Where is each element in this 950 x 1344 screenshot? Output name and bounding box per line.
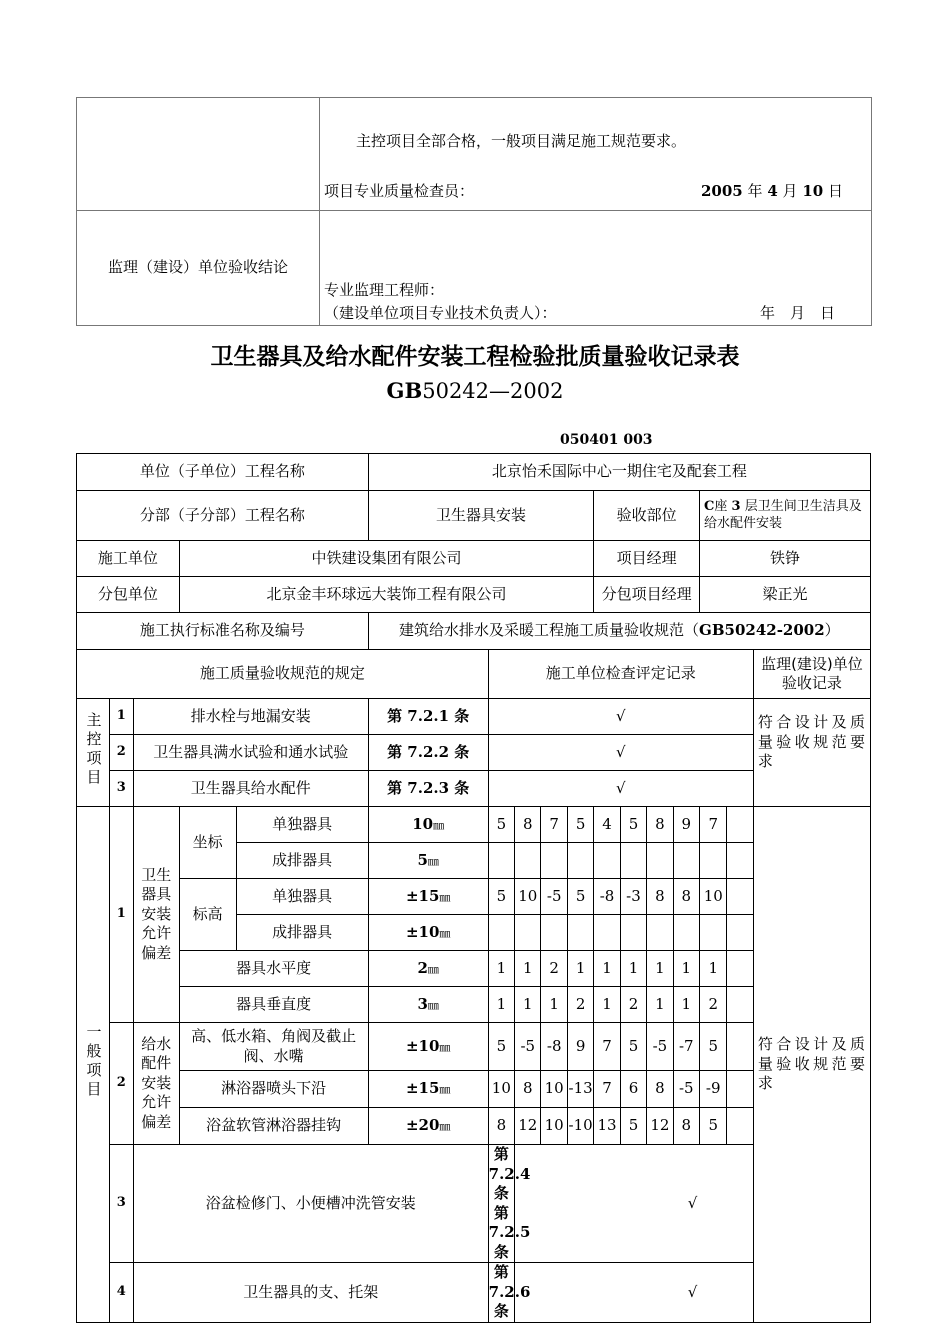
inspection-table bbox=[76, 453, 871, 1323]
measure: 10 bbox=[488, 1071, 514, 1108]
contractor-label: 施工单位 bbox=[77, 541, 180, 577]
item-result: √ bbox=[488, 699, 753, 735]
measure: 2 bbox=[620, 987, 646, 1023]
measure: 10 bbox=[541, 1108, 567, 1145]
measure: -13 bbox=[567, 1071, 593, 1108]
measure bbox=[567, 915, 593, 951]
measure: 10 bbox=[700, 879, 727, 915]
blank-date: 年 月 日 bbox=[759, 304, 835, 322]
measure: 5 bbox=[620, 807, 646, 843]
measure: 13 bbox=[594, 1108, 620, 1145]
measure bbox=[727, 879, 753, 915]
measure: 8 bbox=[488, 1108, 514, 1145]
location-value: C座 3 层卫生间卫生洁具及给水配件安装 bbox=[700, 491, 871, 541]
item-clause: 第 7.2.2 条 bbox=[368, 735, 488, 771]
measure: 2 bbox=[567, 987, 593, 1023]
item-desc: 浴盆检修门、小便槽冲洗管安装 bbox=[133, 1145, 488, 1263]
item-result: √ bbox=[515, 1145, 871, 1263]
contractor-value: 中铁建设集团有限公司 bbox=[179, 541, 594, 577]
tol-value: 2㎜ bbox=[368, 951, 488, 987]
measure: 5 bbox=[488, 807, 514, 843]
measure: 1 bbox=[647, 951, 673, 987]
measure: 1 bbox=[647, 987, 673, 1023]
tol-desc: 单独器具 bbox=[236, 807, 368, 843]
measure: -5 bbox=[673, 1071, 699, 1108]
measure: -8 bbox=[594, 879, 620, 915]
form-title: 卫生器具及给水配件安装工程检验批质量验收记录表 bbox=[210, 344, 740, 370]
group1-no: 1 bbox=[109, 807, 133, 1023]
unit-name-label: 单位（子单位）工程名称 bbox=[77, 454, 369, 491]
measure: 1 bbox=[673, 951, 699, 987]
measure: 9 bbox=[673, 807, 699, 843]
item-no: 4 bbox=[109, 1263, 133, 1323]
measure: 2 bbox=[541, 951, 567, 987]
measure: 7 bbox=[700, 807, 727, 843]
measure bbox=[727, 807, 753, 843]
measure bbox=[727, 1071, 753, 1108]
supervision-header: 监理(建设)单位验收记录 bbox=[753, 650, 870, 699]
measure: -5 bbox=[515, 1023, 541, 1071]
measure: 1 bbox=[594, 987, 620, 1023]
item-clause: 第 7.2.6 条 bbox=[488, 1263, 531, 1320]
sub-pm-label: 分包项目经理 bbox=[594, 577, 700, 613]
item-desc: 排水栓与地漏安装 bbox=[133, 699, 368, 735]
tol-value: ±10㎜ bbox=[368, 915, 488, 951]
conclusion-table bbox=[76, 97, 872, 326]
inspection-date: 2005 年 4 月 10 日 bbox=[700, 182, 843, 200]
measure: 1 bbox=[488, 951, 514, 987]
measure: 5 bbox=[620, 1023, 646, 1071]
tol-desc: 成排器具 bbox=[236, 915, 368, 951]
measure bbox=[727, 915, 753, 951]
tol-value: 5㎜ bbox=[368, 843, 488, 879]
construction-conclusion: 主控项目全部合格，一般项目满足施工规范要求。 bbox=[356, 132, 687, 150]
inspector-label: 项目专业质量检查员： bbox=[324, 182, 475, 200]
measure bbox=[647, 915, 673, 951]
tol-desc: 单独器具 bbox=[236, 879, 368, 915]
item-result: √ bbox=[515, 1263, 871, 1323]
tol-value: 10㎜ bbox=[368, 807, 488, 843]
sub-pm-value: 梁正光 bbox=[700, 577, 871, 613]
construction-conclusion-cell bbox=[320, 98, 872, 211]
measure: 1 bbox=[620, 951, 646, 987]
measure: -5 bbox=[647, 1023, 673, 1071]
location-label: 验收部位 bbox=[594, 491, 700, 541]
item-result: √ bbox=[488, 771, 753, 807]
elev-label: 标高 bbox=[179, 879, 236, 951]
tol-value: 3㎜ bbox=[368, 987, 488, 1023]
measure bbox=[620, 843, 646, 879]
measure: -3 bbox=[620, 879, 646, 915]
item-no: 3 bbox=[109, 771, 133, 807]
record-header: 施工单位检查评定记录 bbox=[488, 650, 753, 699]
measure: 6 bbox=[620, 1071, 646, 1108]
measure: 5 bbox=[620, 1108, 646, 1145]
measure: 5 bbox=[700, 1108, 727, 1145]
standard-label: 施工执行标准名称及编号 bbox=[77, 613, 369, 650]
group1-label: 卫生器具安装允许偏差 bbox=[133, 807, 179, 1023]
measure: 5 bbox=[488, 1023, 514, 1071]
item-desc: 卫生器具的支、托架 bbox=[133, 1263, 488, 1323]
measure: -8 bbox=[541, 1023, 567, 1071]
subcontractor-label: 分包单位 bbox=[77, 577, 180, 613]
measure: 8 bbox=[673, 879, 699, 915]
item-result: √ bbox=[488, 735, 753, 771]
group2-label: 给水配件安装允许偏差 bbox=[133, 1023, 179, 1145]
measure bbox=[727, 1023, 753, 1071]
measure: 7 bbox=[594, 1023, 620, 1071]
item-no: 2 bbox=[109, 735, 133, 771]
subcontractor-value: 北京金丰环球远大装饰工程有限公司 bbox=[179, 577, 594, 613]
general-label: 一般项目 bbox=[77, 807, 110, 1323]
measure: -10 bbox=[567, 1108, 593, 1145]
measure bbox=[727, 1108, 753, 1145]
measure bbox=[700, 843, 727, 879]
measure: 12 bbox=[647, 1108, 673, 1145]
measure: 9 bbox=[567, 1023, 593, 1071]
measure bbox=[647, 843, 673, 879]
measure: 5 bbox=[567, 807, 593, 843]
pm-label: 项目经理 bbox=[594, 541, 700, 577]
tol-value: ±15㎜ bbox=[368, 1071, 488, 1108]
division-value: 卫生器具安装 bbox=[368, 491, 594, 541]
measure bbox=[594, 915, 620, 951]
measure bbox=[620, 915, 646, 951]
tol-desc: 高、低水箱、角阀及截止阀、水嘴 bbox=[179, 1023, 368, 1071]
standard-code: GB50242—2002 bbox=[386, 378, 564, 403]
measure: 1 bbox=[488, 987, 514, 1023]
measure bbox=[567, 843, 593, 879]
measure: 1 bbox=[515, 987, 541, 1023]
measure bbox=[488, 915, 514, 951]
builder-label: （建设单位项目专业技术负责人）： bbox=[324, 304, 557, 322]
measure: 12 bbox=[515, 1108, 541, 1145]
measure: -7 bbox=[673, 1023, 699, 1071]
measure: 8 bbox=[647, 879, 673, 915]
item-clause: 第 7.2.4 条 第 7.2.5 条 bbox=[488, 1145, 531, 1261]
item-no: 3 bbox=[109, 1145, 133, 1263]
measure: -9 bbox=[700, 1071, 727, 1108]
coord-label: 坐标 bbox=[179, 807, 236, 879]
measure bbox=[541, 843, 567, 879]
measure: 10 bbox=[541, 1071, 567, 1108]
measure bbox=[488, 843, 514, 879]
tol-value: ±15㎜ bbox=[368, 879, 488, 915]
item-no: 1 bbox=[109, 699, 133, 735]
pm-value: 铁铮 bbox=[700, 541, 871, 577]
measure: 8 bbox=[515, 1071, 541, 1108]
tol-desc: 浴盆软管淋浴器挂钩 bbox=[179, 1108, 368, 1145]
measure bbox=[673, 915, 699, 951]
measure: 1 bbox=[700, 951, 727, 987]
tol-desc: 器具水平度 bbox=[179, 951, 368, 987]
general-conclusion: 符合设计及质量验收规范要求 bbox=[753, 807, 870, 1323]
tol-desc: 淋浴器喷头下沿 bbox=[179, 1071, 368, 1108]
measure: -5 bbox=[541, 879, 567, 915]
document-number: 050401 003 bbox=[560, 432, 653, 448]
measure: 5 bbox=[700, 1023, 727, 1071]
measure: 1 bbox=[673, 987, 699, 1023]
measure bbox=[727, 843, 753, 879]
supervision-conclusion-cell bbox=[320, 211, 872, 326]
measure bbox=[727, 951, 753, 987]
measure bbox=[515, 843, 541, 879]
measure: 5 bbox=[567, 879, 593, 915]
item-clause: 第 7.2.1 条 bbox=[368, 699, 488, 735]
measure: 8 bbox=[647, 807, 673, 843]
measure bbox=[673, 843, 699, 879]
measure: 8 bbox=[647, 1071, 673, 1108]
measure: 1 bbox=[515, 951, 541, 987]
measure bbox=[515, 915, 541, 951]
standard-value: 建筑给水排水及采暖工程施工质量验收规范（GB50242-2002） bbox=[368, 613, 870, 650]
measure: 7 bbox=[594, 1071, 620, 1108]
measure: 2 bbox=[700, 987, 727, 1023]
measure bbox=[700, 915, 727, 951]
group2-no: 2 bbox=[109, 1023, 133, 1145]
supervision-conclusion-label: 监理（建设）单位验收结论 bbox=[77, 211, 320, 326]
engineer-label: 专业监理工程师： bbox=[324, 281, 445, 299]
spec-header: 施工质量验收规范的规定 bbox=[77, 650, 489, 699]
measure: 8 bbox=[673, 1108, 699, 1145]
tol-desc: 成排器具 bbox=[236, 843, 368, 879]
measure bbox=[594, 843, 620, 879]
measure: 1 bbox=[541, 987, 567, 1023]
item-clause: 第 7.2.3 条 bbox=[368, 771, 488, 807]
measure: 1 bbox=[594, 951, 620, 987]
measure: 5 bbox=[488, 879, 514, 915]
main-control-label: 主控项目 bbox=[77, 699, 110, 807]
measure: 10 bbox=[515, 879, 541, 915]
measure bbox=[727, 987, 753, 1023]
unit-name-value: 北京怡禾国际中心一期住宅及配套工程 bbox=[368, 454, 870, 491]
measure: 4 bbox=[594, 807, 620, 843]
construction-unit-label-cell bbox=[77, 98, 320, 211]
tol-value: ±10㎜ bbox=[368, 1023, 488, 1071]
main-control-conclusion: 符合设计及质量验收规范要求 bbox=[753, 699, 870, 807]
measure: 8 bbox=[515, 807, 541, 843]
measure: 7 bbox=[541, 807, 567, 843]
division-label: 分部（子分部）工程名称 bbox=[77, 491, 369, 541]
tol-value: ±20㎜ bbox=[368, 1108, 488, 1145]
tol-desc: 器具垂直度 bbox=[179, 987, 368, 1023]
measure bbox=[541, 915, 567, 951]
item-desc: 卫生器具满水试验和通水试验 bbox=[133, 735, 368, 771]
measure: 1 bbox=[567, 951, 593, 987]
item-desc: 卫生器具给水配件 bbox=[133, 771, 368, 807]
